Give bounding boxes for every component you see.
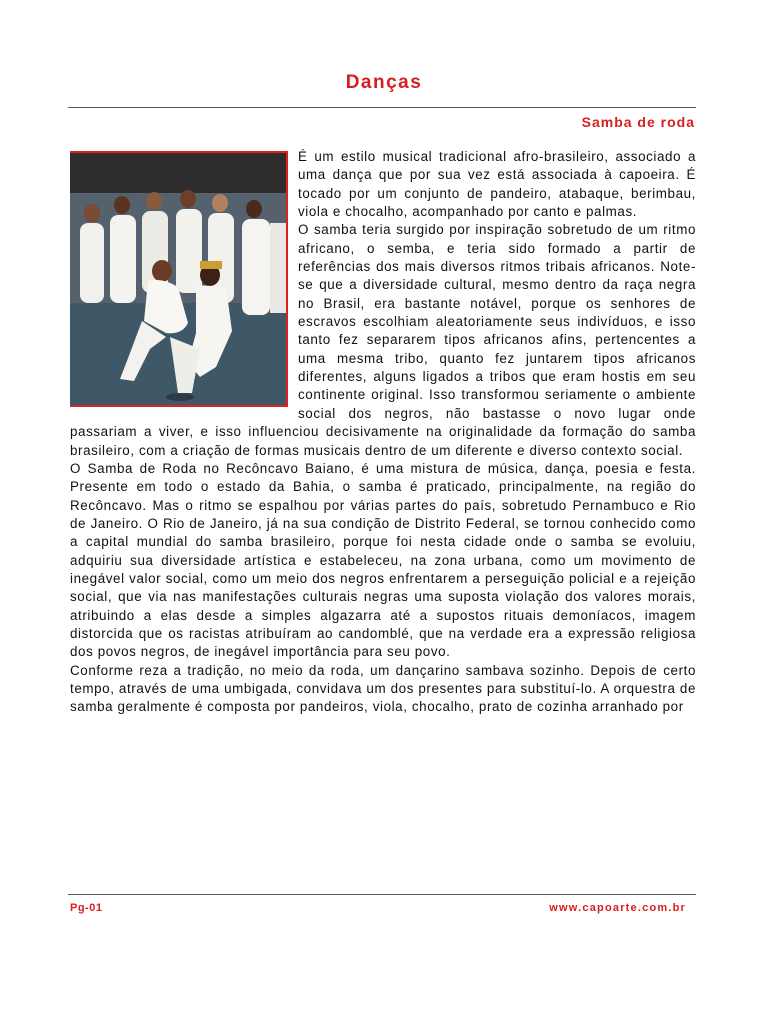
footer-divider [68, 894, 696, 895]
samba-de-roda-photo [70, 151, 288, 407]
paragraph: O samba teria surgido por inspiração sobretudo de um ritmo africano, o semba, e teria sido formado a partir de referências dos mais diversos ritmos tribais africanos. Note-se que a diversidade cultural, mesmo dentro da raça negra no Brasil, era bastante notável, porque os senhores de escravos escolhiam aleatoriamente seus indivíduos, e isso tanto fez separarem tipos africanos afins, pertencentes a uma mesma tribo, quanto fez juntarem tipos africanos diferentes, alguns ligados a tribos que eram hostis em seu continente original. Isso transformou seriamente o ambiente social dos negros, não bastasse o novo lugar onde passariam a viver, e isso influenciou decisivamente na originalidade da formação do samba brasileiro, com a criação de formas musicais dentro de um diferente e diverso contexto social. [70, 222, 696, 458]
paragraph: Conforme reza a tradição, no meio da roda, um dançarino sambava sozinho. Depois de certo tempo, através de uma umbigada, convidava um dos presentes para substituí-lo. A orquestra de samba geralmente é composta por pandeiros, viola, chocalho, prato de cozinha arranhado por [70, 662, 696, 715]
article-body [70, 148, 696, 888]
header-divider [68, 107, 696, 108]
paragraph: O Samba de Roda no Recôncavo Baiano, é uma mistura de música, dança, poesia e festa. Presente em todo o estado da Bahia, o samba é praticado, principalmente, na região do Recôncavo. Mas o ritmo se espalhou por várias partes do país, sobretudo Pernambuco e Rio de Janeiro. O Rio de Janeiro, já na sua condição de Distrito Federal, se tornou conhecido como a capital mundial do samba brasileiro, porque foi nesta cidade onde o samba se evoluiu, adquiriu sua diversidade artística e estabeleceu, na zona urbana, como um movimento de inegável valor social, como um meio dos negros enfrentarem a perseguição policial e a rejeição social, que via nas manifestações culturais negras uma suposta violação dos valores morais, atribuindo a elas desde a simples algazarra até a supostos rituais demoníacos, imagem distorcida que os racistas atribuíram ao candomblé, que na verdade era a expressão religiosa dos povos negros, de inegável importância para seu povo. [70, 460, 696, 660]
section-subtitle: Samba de roda [581, 114, 695, 130]
page-number: Pg-01 [70, 902, 103, 914]
page-title: Danças [345, 72, 423, 93]
website-link[interactable]: www.capoarte.com.br [549, 902, 686, 914]
paragraph: É um estilo musical tradicional afro-brasileiro, associado a uma dança que por sua vez está associada à capoeira. É tocado por um conjunto de pandeiro, atabaque, berimbau, viola e chocalho, acompanhado por canto e palmas. [298, 149, 696, 220]
